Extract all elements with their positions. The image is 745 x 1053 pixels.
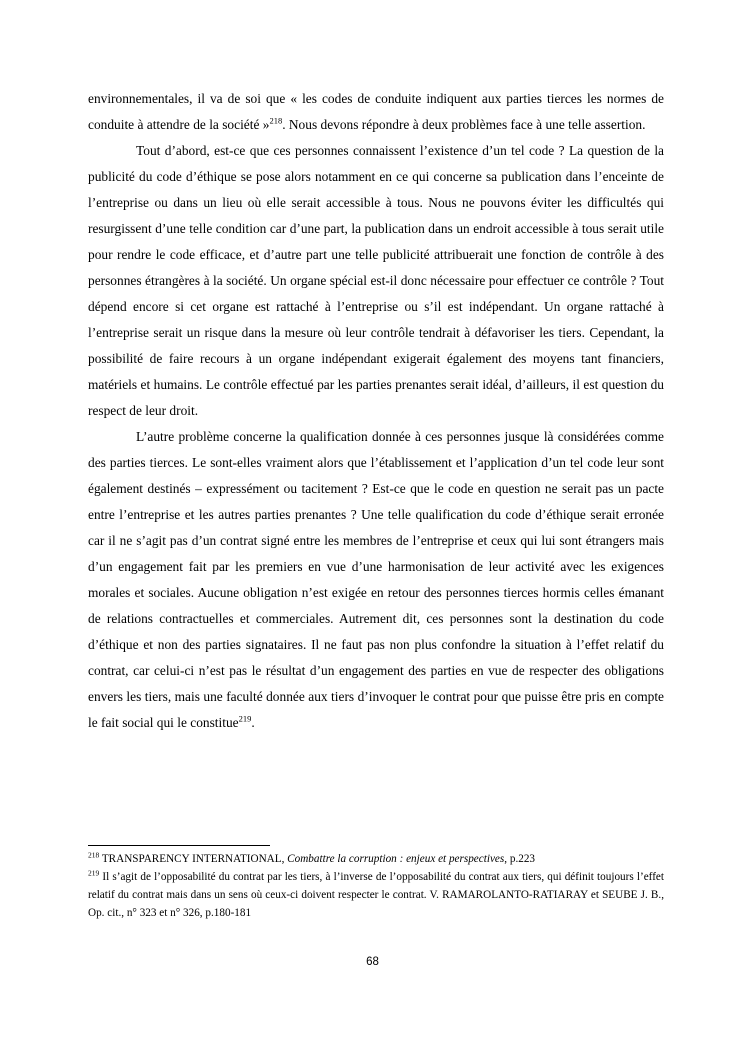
- footnote-divider: [88, 845, 270, 846]
- paragraph-2: Tout d’abord, est-ce que ces personnes connaissent l’existence d’un tel code ? La question de la publicité du code d’éthique se pose alors notamment en ce qui concerne sa publication dans l’enceinte de l’entreprise ou dans un lieu où elle serait accessible à tous. Nous ne pouvons éviter les difficultés qui resurgissent d’une telle condition car d’une part, la publication dans un endroit accessible à tous serait utile pour rendre le code efficace, et d’autre part une telle publicité attribuerait une fonction de contrôle à des personnes étrangères à la société. Un organe spécial est-il donc nécessaire pour effectuer ce contrôle ? Tout dépend encore si cet organe est rattaché à l’entreprise ou s’il est indépendant. Un organe rattaché à l’entreprise serait un risque dans la mesure où leur contrôle tendrait à défavoriser les tiers. Cependant, la possibilité de faire recours à un organe indépendant exigerait également des moyens tant financiers, matériels et humains. Le contrôle effectué par les parties prenantes serait idéal, d’ailleurs, il est question du respect de leur droit.: [88, 143, 664, 418]
- paragraph-1-tail: . Nous devons répondre à deux problèmes face à une telle assertion.: [282, 117, 646, 132]
- footnote-title-italic: Combattre la corruption : enjeux et perspectives: [287, 853, 505, 865]
- footnote-218: [88, 850, 664, 868]
- footnote-page: , p.223: [504, 853, 536, 865]
- footnotes: [88, 845, 664, 922]
- footnote-text: Il s’agit de l’opposabilité du contrat par les tiers, à l’inverse de l’opposabilité du contrat aux tiers, qui définit toujours l’effet relatif du contrat mais dans un sens où ceux-ci doivent respecter le contrat. V. RAMAROLANTO-RATIARAY et SEUBE J. B., Op. cit., n° 323 et n° 326, p.180-181: [88, 871, 664, 919]
- footnote-text: TRANSPARENCY INTERNATIONAL,: [99, 853, 288, 865]
- document-body: [88, 86, 664, 736]
- paragraph-1-text: environnementales, il va de soi que « les codes de conduite indiquent aux parties tierces les normes de conduite à attendre de la société »: [88, 91, 664, 132]
- footnote-ref-219[interactable]: 219: [238, 713, 252, 724]
- paragraph-3-text: L’autre problème concerne la qualification donnée à ces personnes jusque là considérées comme des parties tierces. Le sont-elles vraiment alors que l’établissement et l’application d’un tel code leur sont également destinés – expressément ou tacitement ? Est-ce que le code en question ne serait pas un pacte entre l’entreprise et les autres parties prenantes ? Une telle qualification du code d’éthique serait erronée car il ne s’agit pas d’un contrat signé entre les membres de l’entreprise et ceux qui lui sont étrangers mais d’un engagement fait par les premiers en vue d’une harmonisation de leur activité avec les exigences morales et sociales. Aucune obligation n’est exigée en retour des personnes tierces hormis celles émanant de relations contractuelles et commerciales. Autrement dit, ces personnes sont la destination du code d’éthique et non des parties signataires. Il ne faut pas non plus confondre la situation à l’effet relatif du contrat, car celui-ci n’est pas le résultat d’un engagement des parties en vue de respecter des obligations envers les tiers, mais une faculté donnée aux tiers d’invoquer le contrat pour que puisse être pris en compte le fait social qui le constitue: [88, 429, 664, 730]
- paragraph-3: [88, 424, 664, 736]
- footnote-219: [88, 868, 664, 922]
- paragraph-1: [88, 86, 664, 138]
- paragraph-3-tail: .: [251, 715, 255, 730]
- footnote-number: 219: [88, 868, 100, 878]
- page-number: 68: [366, 956, 379, 968]
- footnote-number: 218: [88, 850, 100, 860]
- footnote-ref-218[interactable]: 218: [269, 115, 283, 126]
